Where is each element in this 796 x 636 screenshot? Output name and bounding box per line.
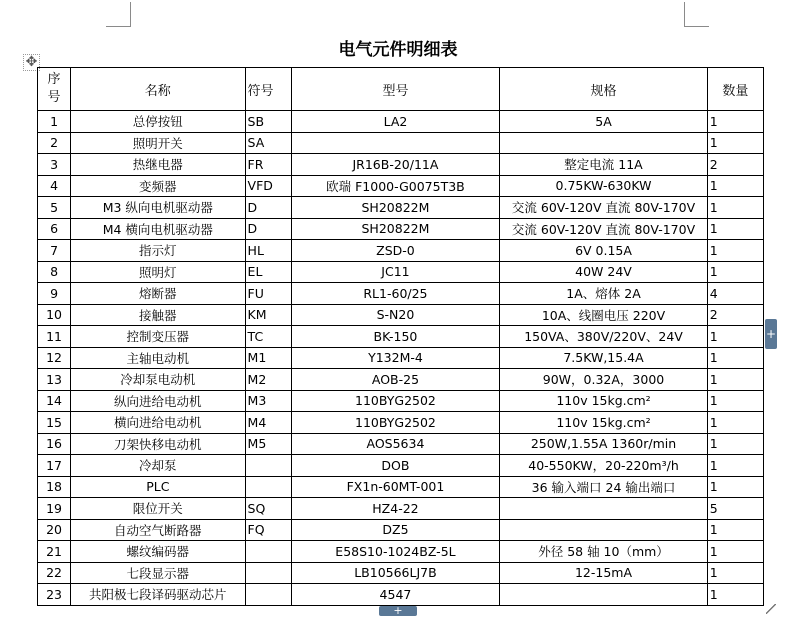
cell-model[interactable]: DZ5 — [291, 519, 500, 541]
cell-index[interactable]: 5 — [38, 197, 71, 219]
cell-quantity[interactable]: 1 — [707, 347, 763, 369]
cell-name[interactable]: 自动空气断路器 — [71, 519, 245, 541]
cell-spec[interactable]: 0.75KW-630KW — [500, 175, 708, 197]
cell-quantity[interactable]: 1 — [707, 455, 763, 477]
cell-index[interactable]: 21 — [38, 541, 71, 563]
cell-model[interactable]: SH20822M — [291, 197, 500, 219]
cell-index[interactable]: 7 — [38, 240, 71, 262]
cell-spec[interactable]: 250W,1.55A 1360r/min — [500, 433, 708, 455]
cell-index[interactable]: 13 — [38, 369, 71, 391]
cell-symbol[interactable]: D — [245, 218, 291, 240]
cell-index[interactable]: 22 — [38, 562, 71, 584]
page-corner-mark-top-right — [684, 2, 709, 27]
table-row — [38, 584, 764, 606]
table-row — [38, 562, 764, 584]
cell-spec[interactable]: 1A、熔体 2A — [500, 283, 708, 305]
cell-symbol[interactable]: M4 — [245, 412, 291, 434]
cell-spec[interactable]: 110v 15kg.cm² — [500, 390, 708, 412]
cell-model[interactable]: HZ4-22 — [291, 498, 500, 520]
cell-name[interactable]: 控制变压器 — [71, 326, 245, 348]
cell-spec[interactable] — [500, 584, 708, 606]
table-row — [38, 541, 764, 563]
cell-name[interactable]: 总停按钮 — [71, 111, 245, 133]
add-row-button[interactable] — [379, 606, 417, 616]
cell-spec[interactable]: 整定电流 11A — [500, 154, 708, 176]
document-title: 电气元件明细表 — [338, 40, 458, 60]
cell-name[interactable]: 限位开关 — [71, 498, 245, 520]
table-row — [38, 111, 764, 133]
header-symbol: 符号 — [245, 68, 291, 111]
cell-index[interactable]: 18 — [38, 476, 71, 498]
cell-name[interactable]: 横向进给电动机 — [71, 412, 245, 434]
cell-model[interactable]: E58S10-1024BZ-5L — [291, 541, 500, 563]
cell-symbol[interactable]: HL — [245, 240, 291, 262]
table-row — [38, 240, 764, 262]
cell-quantity[interactable]: 1 — [707, 584, 763, 606]
cell-symbol[interactable] — [245, 584, 291, 606]
cell-model[interactable]: 110BYG2502 — [291, 390, 500, 412]
cell-symbol[interactable]: D — [245, 197, 291, 219]
cell-model[interactable]: RL1-60/25 — [291, 283, 500, 305]
cell-symbol[interactable]: SB — [245, 111, 291, 133]
cell-index[interactable]: 4 — [38, 175, 71, 197]
cell-index[interactable]: 11 — [38, 326, 71, 348]
cell-symbol[interactable] — [245, 541, 291, 563]
cell-index[interactable]: 17 — [38, 455, 71, 477]
table-row — [38, 369, 764, 391]
cell-index[interactable]: 6 — [38, 218, 71, 240]
cell-quantity[interactable]: 1 — [707, 175, 763, 197]
cell-index[interactable]: 16 — [38, 433, 71, 455]
cell-symbol[interactable] — [245, 476, 291, 498]
cell-model[interactable]: ZSD-0 — [291, 240, 500, 262]
cell-quantity[interactable]: 1 — [707, 197, 763, 219]
cell-spec[interactable]: 外径 58 轴 10（mm） — [500, 541, 708, 563]
cell-symbol[interactable]: FR — [245, 154, 291, 176]
table-row — [38, 197, 764, 219]
cell-model[interactable] — [291, 132, 500, 154]
table-row — [38, 175, 764, 197]
cell-name[interactable]: M3 纵向电机驱动器 — [71, 197, 245, 219]
header-model: 型号 — [291, 68, 500, 111]
cell-quantity[interactable]: 4 — [707, 283, 763, 305]
table-row — [38, 455, 764, 477]
table-header-row — [38, 68, 764, 111]
cell-quantity[interactable]: 1 — [707, 476, 763, 498]
cell-name[interactable]: 冷却泵电动机 — [71, 369, 245, 391]
cell-name[interactable]: 冷却泵 — [71, 455, 245, 477]
cell-model[interactable]: LB10566LJ7B — [291, 562, 500, 584]
cell-model[interactable]: S-N20 — [291, 304, 500, 326]
cell-quantity[interactable]: 1 — [707, 390, 763, 412]
cell-symbol[interactable] — [245, 455, 291, 477]
table-row — [38, 218, 764, 240]
cell-index[interactable]: 2 — [38, 132, 71, 154]
cell-name[interactable]: PLC — [71, 476, 245, 498]
cell-spec[interactable]: 150VA、380V/220V、24V — [500, 326, 708, 348]
cell-model[interactable]: JC11 — [291, 261, 500, 283]
cell-name[interactable]: 螺纹编码器 — [71, 541, 245, 563]
cell-symbol[interactable]: SQ — [245, 498, 291, 520]
cell-quantity[interactable]: 1 — [707, 541, 763, 563]
table-row — [38, 304, 764, 326]
move-icon[interactable]: ✥ — [23, 54, 40, 71]
cell-model[interactable]: 110BYG2502 — [291, 412, 500, 434]
cell-name[interactable]: 刀架快移电动机 — [71, 433, 245, 455]
cell-spec[interactable]: 5A — [500, 111, 708, 133]
table-row — [38, 519, 764, 541]
cell-model[interactable]: SH20822M — [291, 218, 500, 240]
cell-spec[interactable]: 6V 0.15A — [500, 240, 708, 262]
cell-index[interactable]: 8 — [38, 261, 71, 283]
cell-quantity[interactable]: 1 — [707, 562, 763, 584]
table-row — [38, 154, 764, 176]
cell-index[interactable]: 1 — [38, 111, 71, 133]
header-index: 序 号 — [38, 68, 71, 111]
cell-spec[interactable]: 交流 60V-120V 直流 80V-170V — [500, 197, 708, 219]
table-row — [38, 347, 764, 369]
cell-symbol[interactable]: TC — [245, 326, 291, 348]
cell-spec[interactable] — [500, 519, 708, 541]
cell-index[interactable]: 9 — [38, 283, 71, 305]
cell-model[interactable]: JR16B-20/11A — [291, 154, 500, 176]
plus-icon: + — [393, 604, 403, 617]
cell-symbol[interactable]: KM — [245, 304, 291, 326]
cell-symbol[interactable]: VFD — [245, 175, 291, 197]
cell-spec[interactable]: 交流 60V-120V 直流 80V-170V — [500, 218, 708, 240]
table-row — [38, 498, 764, 520]
cell-quantity[interactable]: 1 — [707, 326, 763, 348]
page-corner-mark-top-left — [106, 2, 131, 27]
cell-symbol[interactable]: M2 — [245, 369, 291, 391]
table-row — [38, 326, 764, 348]
cell-quantity[interactable]: 5 — [707, 498, 763, 520]
table-row — [38, 283, 764, 305]
cell-name[interactable]: 指示灯 — [71, 240, 245, 262]
cell-index[interactable]: 20 — [38, 519, 71, 541]
cell-symbol[interactable] — [245, 562, 291, 584]
table-row — [38, 412, 764, 434]
cell-spec[interactable] — [500, 498, 708, 520]
cell-spec[interactable]: 40W 24V — [500, 261, 708, 283]
cell-spec[interactable]: 110v 15kg.cm² — [500, 412, 708, 434]
cell-spec[interactable]: 40-550KW，20-220m³/h — [500, 455, 708, 477]
cell-quantity[interactable]: 1 — [707, 111, 763, 133]
cell-name[interactable]: M4 横向电机驱动器 — [71, 218, 245, 240]
cell-quantity[interactable]: 1 — [707, 519, 763, 541]
cell-model[interactable]: 欧瑞 F1000-G0075T3B — [291, 175, 500, 197]
header-quantity: 数量 — [707, 68, 763, 111]
cell-quantity[interactable]: 1 — [707, 412, 763, 434]
header-name: 名称 — [71, 68, 245, 111]
cell-symbol[interactable]: FQ — [245, 519, 291, 541]
cell-symbol[interactable]: M5 — [245, 433, 291, 455]
cell-symbol[interactable]: M3 — [245, 390, 291, 412]
cell-quantity[interactable]: 2 — [707, 304, 763, 326]
cell-model[interactable]: AOS5634 — [291, 433, 500, 455]
cell-name[interactable]: 热继电器 — [71, 154, 245, 176]
cell-quantity[interactable]: 2 — [707, 154, 763, 176]
cell-symbol[interactable]: M1 — [245, 347, 291, 369]
add-column-button[interactable] — [765, 319, 777, 349]
cell-name[interactable]: 七段显示器 — [71, 562, 245, 584]
component-table — [37, 67, 764, 606]
cell-model[interactable]: Y132M-4 — [291, 347, 500, 369]
cell-index[interactable]: 10 — [38, 304, 71, 326]
cell-name[interactable]: 照明灯 — [71, 261, 245, 283]
cell-quantity[interactable]: 1 — [707, 261, 763, 283]
cell-spec[interactable]: 36 输入端口 24 输出端口 — [500, 476, 708, 498]
cell-quantity[interactable]: 1 — [707, 240, 763, 262]
cell-index[interactable]: 19 — [38, 498, 71, 520]
cell-spec[interactable]: 7.5KW,15.4A — [500, 347, 708, 369]
cell-quantity[interactable]: 1 — [707, 433, 763, 455]
cell-name[interactable]: 纵向进给电动机 — [71, 390, 245, 412]
cell-symbol[interactable]: EL — [245, 261, 291, 283]
header-spec: 规格 — [500, 68, 708, 111]
table-row — [38, 261, 764, 283]
cell-name[interactable]: 熔断器 — [71, 283, 245, 305]
cell-name[interactable]: 照明开关 — [71, 132, 245, 154]
cell-index[interactable]: 14 — [38, 390, 71, 412]
cell-spec[interactable] — [500, 132, 708, 154]
cell-name[interactable]: 变频器 — [71, 175, 245, 197]
cell-index[interactable]: 15 — [38, 412, 71, 434]
cell-index[interactable]: 3 — [38, 154, 71, 176]
cell-index[interactable]: 12 — [38, 347, 71, 369]
cell-model[interactable]: FX1n-60MT-001 — [291, 476, 500, 498]
table-row — [38, 476, 764, 498]
cell-quantity[interactable]: 1 — [707, 132, 763, 154]
cell-model[interactable]: AOB-25 — [291, 369, 500, 391]
cell-symbol[interactable]: SA — [245, 132, 291, 154]
cell-spec[interactable]: 90W，0.32A，3000 — [500, 369, 708, 391]
cell-quantity[interactable]: 1 — [707, 218, 763, 240]
table-resize-handle[interactable] — [766, 604, 776, 614]
cell-name[interactable]: 主轴电动机 — [71, 347, 245, 369]
cell-symbol[interactable]: FU — [245, 283, 291, 305]
plus-icon: + — [765, 327, 777, 341]
table-row — [38, 433, 764, 455]
cell-index[interactable]: 23 — [38, 584, 71, 606]
cell-model[interactable]: BK-150 — [291, 326, 500, 348]
cell-model[interactable]: DOB — [291, 455, 500, 477]
cell-name[interactable]: 接触器 — [71, 304, 245, 326]
cell-spec[interactable]: 10A、线圈电压 220V — [500, 304, 708, 326]
cell-model[interactable]: 4547 — [291, 584, 500, 606]
table-row — [38, 390, 764, 412]
cell-name[interactable]: 共阳极七段译码驱动芯片 — [71, 584, 245, 606]
cell-quantity[interactable]: 1 — [707, 369, 763, 391]
cell-spec[interactable]: 12-15mA — [500, 562, 708, 584]
cell-model[interactable]: LA2 — [291, 111, 500, 133]
table-row — [38, 132, 764, 154]
